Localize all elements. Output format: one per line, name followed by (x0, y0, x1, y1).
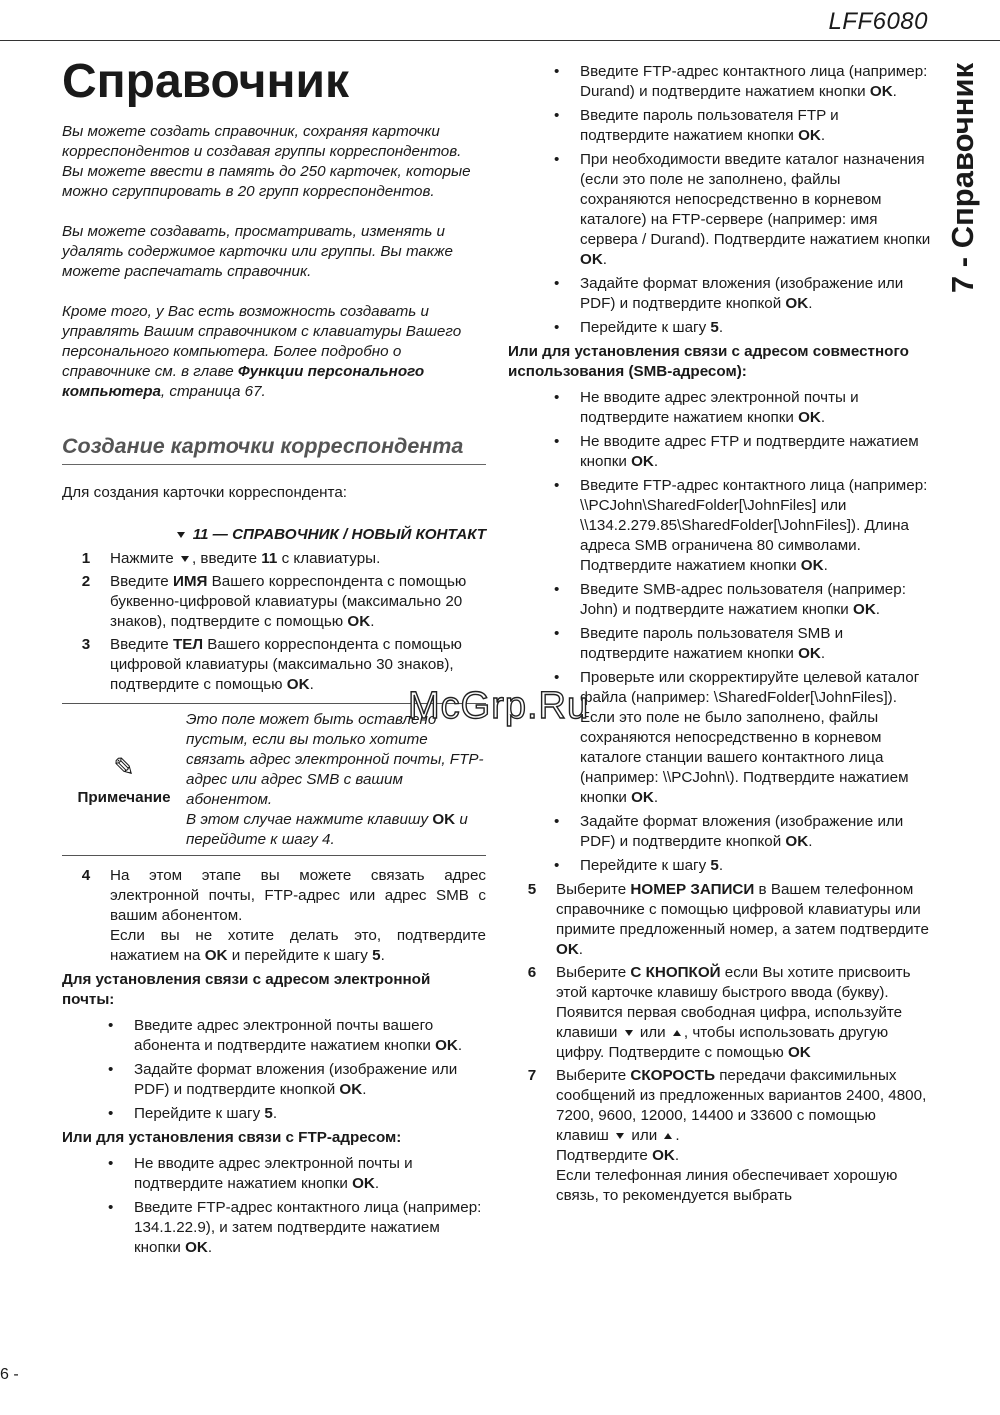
chapter-side-tab-label: 7 - Справочник (945, 62, 980, 294)
step-2: 2 Введите ИМЯ Вашего корреспондента с помощью буквенно-цифровой клавиатуры (максимально 20 знаков), подтвердите с помощью OK. (81, 573, 467, 630)
email-steps (62, 1016, 486, 1124)
list-item: • Введите пароль пользователя SMB и подтвердите нажатием кнопки OK. (508, 624, 932, 664)
chapter-side-tab (935, 58, 991, 298)
note-text: Это поле может быть оставлено пустым, если вы только хотите связать адрес электронной почты, FTP-адрес или адрес SMB с вашим абонентом. В этом случае нажмите клавишу OK и перейдите к шагу 4. (186, 711, 484, 848)
step-7: 7 Выберите СКОРОСТЬ передачи факсимильных сообщений из предложенных вариантов 2400, 4800, 7200, 9600, 12000, 14400 и 33600 с помощью клавиш или . Подтвердите OK. Если телефонная линия обеспечивает хорошую связь, то рекомендуется выбрать (527, 1067, 927, 1204)
note-label: Примечание (77, 789, 171, 806)
ftp-heading: Или для установления связи с FTP-адресом: (62, 1129, 402, 1146)
list-item: • Перейдите к шагу 5. (508, 856, 932, 876)
email-heading: Для установления связи с адресом электронной почты: (62, 971, 431, 1008)
list-item: • Задайте формат вложения (изображение или PDF) и подтвердите кнопкой OK. (508, 812, 932, 852)
arrow-down-icon (177, 532, 185, 538)
watermark: McGrp.Ru (408, 685, 590, 727)
intro-paragraph-1: Вы можете создать справочник, сохраняя карточки корреспондентов и создавая группы корреспондентов. Вы можете ввести в память до 250 карточек, которые можно сгруппировать в 20 групп корреспондентов. (62, 123, 471, 200)
arrow-up-icon (673, 1030, 681, 1036)
step-6: 6 Выберите С КНОПКОЙ если Вы хотите присвоить этой карточке клавишу быстрого ввода (букву). Появится первая свободная цифра, используйте клавиши или , чтобы использовать другую цифру. Подтвердите с помощью OK (527, 964, 911, 1061)
ftp-steps-left (62, 1154, 486, 1258)
list-item: • Введите адрес электронной почты вашего абонента и подтвердите нажатием кнопки OK. (62, 1016, 486, 1056)
arrow-up-icon (664, 1133, 672, 1139)
list-item: • Перейдите к шагу 5. (62, 1104, 486, 1124)
list-item: • Перейдите к шагу 5. (508, 318, 932, 338)
list-item: • Введите пароль пользователя FTP и подтвердите нажатием кнопки OK. (508, 106, 932, 146)
list-item: • Проверьте или скорректируйте целевой каталог файла (например: \SharedFolder[\JohnFiles]). Если это поле не было заполнено, файлы сохраняются непосредственно в корневом каталоге станции вашего контактного лица (например: \\PCJohn\). Подтвердите нажатием кнопки OK. (508, 668, 932, 808)
arrow-down-icon (625, 1030, 633, 1036)
header-rule (0, 40, 1000, 41)
list-item: • Не вводите адрес электронной почты и подтвердите нажатием кнопки OK. (62, 1154, 486, 1194)
ftp-steps-right (508, 62, 932, 338)
step-3: 3 Введите ТЕЛ Вашего корреспондента с помощью цифровой клавиатуры (максимально 30 знаков), подтвердите с помощью OK. (81, 636, 462, 693)
model-name: LFF6080 (828, 8, 928, 35)
left-column (62, 54, 486, 1262)
page-number: 6 - (0, 1366, 19, 1383)
list-item: • Введите FTP-адрес контактного лица (например: \\PCJohn\SharedFolder[\JohnFiles] или \\134.2.279.85\SharedFolder[\JohnFiles]). Длина адреса SMB ограничена 80 символами. Подтвердите нажатием кнопки OK. (508, 476, 932, 576)
step-5: 5 Выберите НОМЕР ЗАПИСИ в Вашем телефонном справочнике с помощью цифровой клавиатуры или примите предложенный номер, а затем подтвердите OK. (527, 881, 929, 958)
arrow-down-icon (616, 1133, 624, 1139)
chapter-link[interactable]: Функции персонального компьютера (62, 363, 425, 400)
list-item: • Введите SMB-адрес пользователя (например: John) и подтвердите нажатием кнопки OK. (508, 580, 932, 620)
section-lead: Для создания карточки корреспондента: (62, 484, 347, 501)
intro-paragraph-3: Кроме того, у Вас есть возможность создавать и управлять Вашим справочником с клавиатуры Вашего персонального компьютера. Более подробно о справочнике см. в главе Функции персонального компьютера, страница 67. (62, 303, 462, 400)
list-item: • Введите FTP-адрес контактного лица (например: Durand) и подтвердите нажатием кнопки OK. (508, 62, 932, 102)
smb-steps (508, 388, 932, 876)
list-item: • При необходимости введите каталог назначения (если это поле не заполнено, файлы сохраняются непосредственно в корневом каталоге) на FTP-сервере (например: имя сервера / Durand). Подтвердите нажатием кнопки OK. (508, 150, 932, 270)
intro-paragraph-2: Вы можете создавать, просматривать, изменять и удалять содержимое карточки или группы. Вы также можете распечатать справочник. (62, 223, 453, 280)
list-item: • Не вводите адрес FTP и подтвердите нажатием кнопки OK. (508, 432, 932, 472)
note-pad-icon: ✎ (113, 752, 135, 782)
list-item: • Введите FTP-адрес контактного лица (например: 134.1.22.9), и затем подтвердите нажатием кнопки OK. (62, 1198, 486, 1258)
step-4: 4 На этом этапе вы можете связать адрес электронной почты, FTP-адрес или адрес SMB с вашим абонентом. Если вы не хотите делать это, подтвердите нажатием на OK и перейдите к шагу 5. (81, 867, 486, 964)
section-title: Создание карточки корреспондента (62, 432, 486, 465)
menu-path: 11 — СПРАВОЧНИК / НОВЫЙ КОНТАКТ (62, 525, 486, 545)
page-title: Справочник (62, 55, 350, 108)
right-column (508, 62, 932, 1209)
smb-heading: Или для установления связи с адресом совместного использования (SMB-адресом): (508, 343, 909, 380)
list-item: • Задайте формат вложения (изображение или PDF) и подтвердите кнопкой OK. (508, 274, 932, 314)
arrow-down-icon (181, 556, 189, 562)
step-1: 1 Нажмите , введите 11 с клавиатуры. (81, 550, 381, 567)
list-item: • Не вводите адрес электронной почты и подтвердите нажатием кнопки OK. (508, 388, 932, 428)
list-item: • Задайте формат вложения (изображение или PDF) и подтвердите кнопкой OK. (62, 1060, 486, 1100)
